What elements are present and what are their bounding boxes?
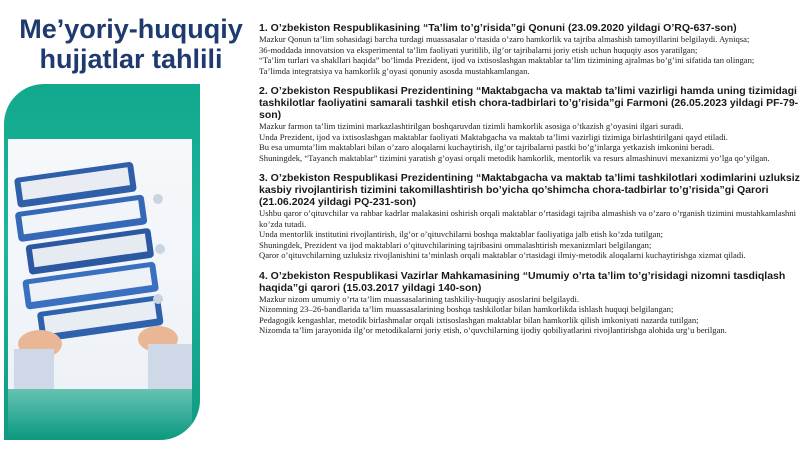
section-heading: 3. O’zbekiston Respublikasi Prezidentining “Maktabgacha va maktab ta’limi tashkilotlari xodimlarini uzluksiz kasbiy rivojlantirish tizimini takomillashtirish bo’yicha qo’shimcha chora-tadbirlar to’g’risida”gi Qarori (21.06.2024 yildagi PQ-231-son) bbox=[259, 172, 800, 208]
paragraph-line: Nizomda ta’lim jarayonida ilg’or metodikalarni joriy etish, o’quvchilarning ijodiy qobiliyatlarini rivojlantirishga alohida urg’u berilgan. bbox=[259, 325, 727, 335]
section-4 bbox=[259, 270, 800, 336]
document-content bbox=[259, 22, 800, 345]
paragraph-line: Mazkur farmon ta’lim tizimini markazlashtirilgan boshqaruvdan tizimli hamkorlik asosiga o’tkazish g’oyasini ilgari suradi. bbox=[259, 121, 684, 131]
section-2 bbox=[259, 85, 800, 163]
photo-frame bbox=[4, 84, 200, 440]
paragraph-line: Bu esa umumta’lim maktablari bilan o’zaro aloqalarni kuchaytirish, ilg’or tajribalarni pastki bo’g’inlarga yetkazish imkonini beradi. bbox=[259, 142, 715, 152]
paragraph-line: Mazkur nizom umumiy o’rta ta’lim muassasalarining tashkiliy-huquqiy asoslarini belgilaydi. bbox=[259, 293, 580, 304]
paragraph-line: Pedagogik kengashlar, metodik birlashmalar orqali ixtisoslashgan maktablar bilan hamkorlik qilish imkoniyati nazarda tutilgan; bbox=[259, 314, 699, 325]
section-1 bbox=[259, 22, 800, 76]
paragraph-line: Unda mentorlik institutini rivojlantirish, ilg’or o’qituvchilarni boshqa maktablar faoliyatiga jalb etish ko’zda tutilgan; bbox=[259, 229, 664, 239]
paragraph-line: Shuningdek, “Tayanch maktablar” tizimini yaratish g’oyasi orqali metodik hamkorlik, mentorlik va resurs almashinuvi mexanizmi yo’lga qo’yilgan. bbox=[259, 152, 770, 163]
paragraph-line: 36-moddada innovatsion va eksperimental ta’lim faoliyati yuritilib, ilg’or tajribalarni joriy etish uchun huquqiy asos yaratilgan; bbox=[259, 44, 698, 55]
folders-illustration bbox=[8, 139, 192, 389]
paragraph-line: Shuningdek, Prezident va ijod maktablari o’qituvchilarining tajribasini ommalashtirish mexanizmlari belgilangan; bbox=[259, 239, 652, 250]
folders-photo-icon bbox=[8, 139, 192, 389]
paragraph-line: Qaror o’qituvchilarning uzluksiz rivojlanishini ta’minlash orqali maktablar o’rtasidagi ilmiy-metodik aloqalarni kuchaytirishga xizmat qiladi. bbox=[259, 250, 746, 260]
section-heading: 2. O’zbekiston Respublikasi Prezidentining “Maktabgacha va maktab ta’limi vazirligi hamda uning tizimidagi tashkilotlar faoliyatini samarali tashkil etish chora-tadbirlari to’g’risida”gi Farmoni (26.05.2023 yildagi PF-79-son) bbox=[259, 85, 799, 121]
page-title: Me’yoriy-huquqiy hujjatlar tahlili bbox=[19, 14, 243, 74]
section-heading: 1. O’zbekiston Respublikasining “Ta’lim to’g’risida”gi Qonuni (23.09.2020 yildagi O’RQ-637-son) bbox=[259, 22, 737, 34]
paragraph-line: “Ta’lim turlari va shakllari haqida” bo’limda Prezident, ijod va ixtisoslashgan maktablar ta’lim tizimining ajralmas bo’g’ini sifatida tan olingan; bbox=[259, 55, 755, 65]
paragraph-line: Ta’limda integratsiya va hamkorlik g’oyasi qonuniy asosda mustahkamlangan. bbox=[259, 65, 530, 76]
paragraph-line: Unda Prezident, ijod va ixtisoslashgan maktablar faoliyati Maktabgacha va maktab ta’limi vazirligi tizimiga birlashtirilgani qayd etiladi. bbox=[259, 131, 728, 142]
section-heading: 4. O’zbekiston Respublikasi Vazirlar Mahkamasining “Umumiy o’rta ta’lim to’g’risidagi nizomni tasdiqlash haqida”gi qarori (15.03.2017 yildagi 140-son) bbox=[259, 269, 786, 294]
paragraph-line: Ushbu qaror o’qituvchilar va rahbar kadrlar malakasini oshirish orqali maktablar o’rtasidagi tajriba almashish va o’zaro o’rganish tizimini mustahkamlashni ko’zda tutadi. bbox=[259, 208, 797, 229]
section-3 bbox=[259, 172, 800, 261]
paragraph-line: Nizomning 23–26-bandlarida ta’lim muassasalarining boshqa tashkilotlar bilan hamkorlikda ishlash huquqi belgilangan; bbox=[259, 304, 674, 314]
photo-reflection bbox=[8, 389, 192, 437]
paragraph-line: Mazkur Qonun ta’lim sohasidagi barcha turdagi muassasalar o’rtasida o’zaro hamkorlik va tajriba almashish tamoyillarini belgilaydi. Ayniqsa; bbox=[259, 34, 750, 44]
